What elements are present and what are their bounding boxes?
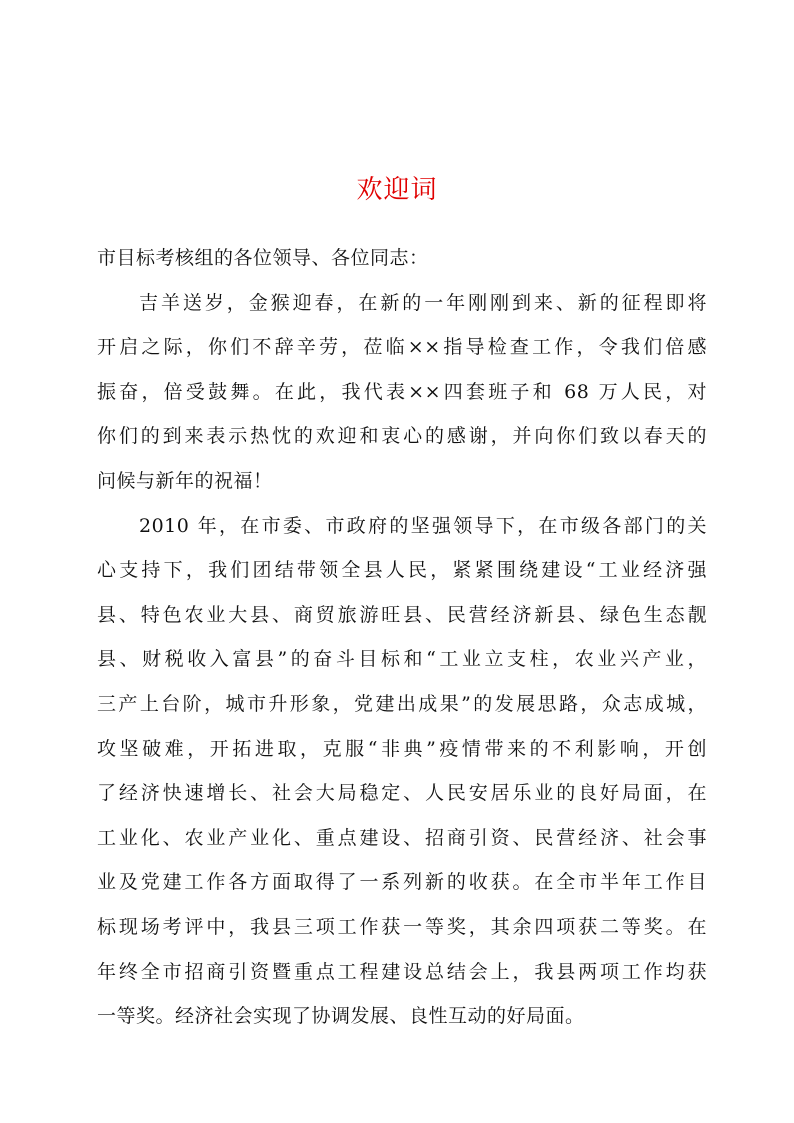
- paragraph-line: 县、财税收入富县”的奋斗目标和“工业立支柱，农业兴产业，: [97, 648, 707, 671]
- paragraph-line: 2010 年，在市委、市政府的坚强领导下，在市级各部门的关: [139, 514, 707, 537]
- paragraph-line: 县、特色农业大县、商贸旅游旺县、民营经济新县、绿色生态靓: [97, 603, 707, 626]
- paragraph-line: 一等奖。经济社会实现了协调发展、良性互动的好局面。: [97, 1005, 585, 1028]
- paragraph-line: 你们的到来表示热忱的欢迎和衷心的感谢，并向你们致以春天的: [97, 425, 707, 448]
- paragraph-line: 年终全市招商引资暨重点工程建设总结会上，我县两项工作均获: [97, 960, 707, 983]
- paragraphs: [97, 281, 707, 1039]
- paragraph-line: 攻坚破难，开拓进取，克服“非典”疫情带来的不利影响，开创: [97, 737, 707, 760]
- paragraph-line: 问候与新年的祝福！: [97, 469, 273, 492]
- paragraph-line: 工业化、农业产业化、重点建设、招商引资、民营经济、社会事: [97, 826, 707, 849]
- paragraph-line: 吉羊送岁，金猴迎春，在新的一年刚刚到来、新的征程即将: [139, 291, 707, 314]
- paragraph-line: 了经济快速增长、社会大局稳定、人民安居乐业的良好局面，在: [97, 782, 707, 805]
- document-body: [97, 236, 707, 1039]
- paragraph-line: 标现场考评中，我县三项工作获一等奖，其余四项获二等奖。在: [97, 915, 707, 938]
- paragraph-line: 心支持下，我们团结带领全县人民，紧紧围绕建设“工业经济强: [97, 559, 707, 582]
- paragraph-line: 业及党建工作各方面取得了一系列新的收获。在全市半年工作目: [97, 871, 707, 894]
- paragraph-line: 三产上台阶，城市升形象，党建出成果”的发展思路，众志成城，: [97, 692, 707, 715]
- paragraph-line: 开启之际，你们不辞辛劳，莅临××指导检查工作，令我们倍感: [97, 336, 707, 359]
- paragraph-line: 振奋，倍受鼓舞。在此，我代表××四套班子和 68 万人民，对: [97, 380, 707, 403]
- salutation: 市目标考核组的各位领导、各位同志：: [97, 247, 429, 269]
- document-title: 欢迎词: [356, 175, 438, 205]
